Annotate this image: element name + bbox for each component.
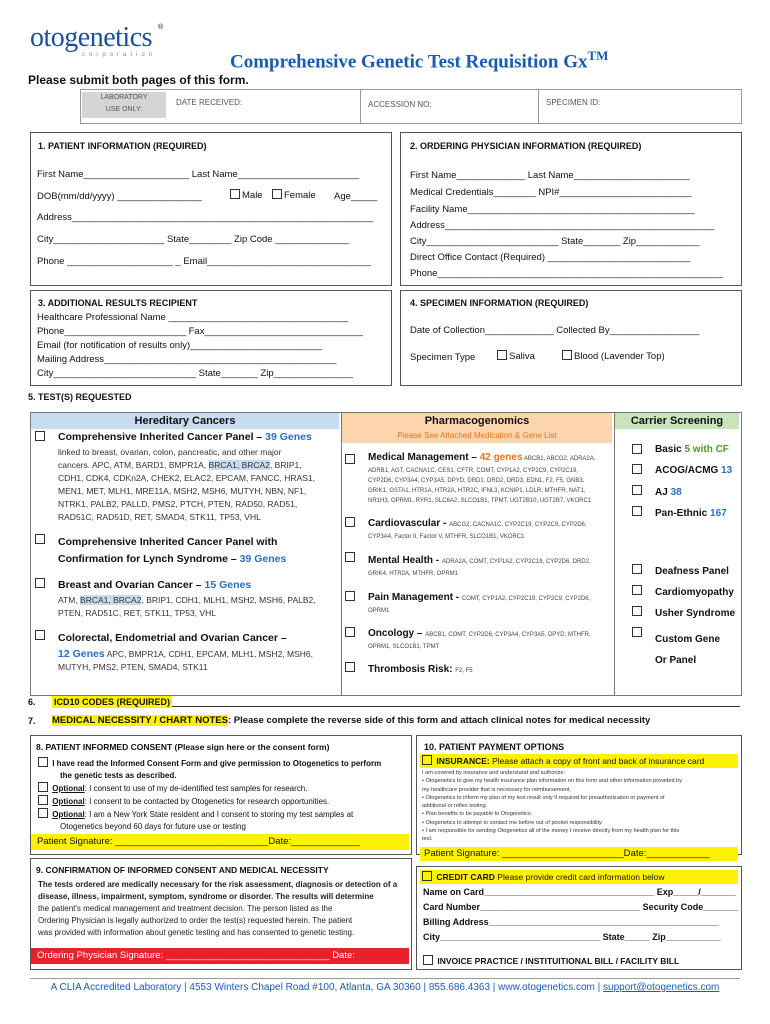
accession-field[interactable]: ACCESSION NO: — [368, 100, 432, 109]
recipient-phone-fax-field[interactable]: Phone_______________________ Fax______________________________ — [37, 326, 363, 337]
patient-consent-signature[interactable]: Patient Signature: _____________________________Date:_____________ — [31, 834, 409, 850]
pain-management-genes: OPRM1 — [368, 608, 390, 614]
insurance-option[interactable]: INSURANCE: Please attach a copy of front and back of insurance card — [420, 754, 738, 768]
patient-name-field[interactable]: First Name____________________ Last Name_______________________ — [37, 169, 360, 180]
oncology-genes: OPRM1, SLCO1B1, TPMT — [368, 644, 440, 650]
confirmation-title: 9. CONFIRMATION OF INFORMED CONSENT AND MEDICAL NECESSITY — [36, 865, 329, 875]
billing-address-field[interactable]: Billing Address______________________________________________ — [423, 917, 719, 927]
cardiomyopathy-label: Cardiomyopathy — [655, 587, 734, 598]
cardiovascular-label: Cardiovascular - ABCG2, CACNA1C, CYP2C19, CYP2C9, CYP2D6, — [368, 518, 587, 529]
blood-checkbox[interactable]: Blood (Lavender Top) — [562, 350, 665, 362]
otogenetics-logo: otogenetics — [30, 22, 153, 53]
lab-use-label: LABORATORY USE ONLY: — [82, 92, 166, 118]
card-number-field[interactable]: Card Number________________________________ Security Code_______ — [423, 902, 739, 912]
logo-subtitle: corporation — [82, 52, 157, 58]
acog-label: ACOG/ACMG 13 — [655, 465, 733, 476]
cardiovascular-checkbox[interactable] — [345, 517, 357, 529]
recipient-city-field[interactable]: City___________________________ State_______ Zip_______________ — [37, 368, 353, 379]
physician-phone-field[interactable]: Phone______________________________________________________ — [410, 268, 723, 279]
icd-codes-label: ICD10 CODES (REQUIRED) — [54, 697, 171, 707]
thrombosis-checkbox[interactable] — [345, 662, 357, 674]
mental-health-genes: GRIK4, HTR2A, MTHFR, OPRM1 — [368, 571, 459, 577]
physician-credentials-field[interactable]: Medical Credentials________ NPI#_________________________ — [410, 187, 692, 198]
patient-dob-field[interactable]: DOB(mm/dd/yyyy) ________________ — [37, 191, 202, 202]
deafness-checkbox[interactable] — [632, 564, 644, 576]
comprehensive-panel-checkbox[interactable] — [35, 431, 47, 443]
pain-management-label: Pain Management - COMT, CYP1A2, CYP2C19, CYP2C9, CYP2D6, — [368, 592, 591, 603]
payment-patient-signature[interactable]: Patient Signature: _______________________Date:____________ — [420, 847, 738, 861]
aj-checkbox[interactable] — [632, 485, 644, 497]
physician-city-field[interactable]: City_________________________ State_______ Zip____________ — [410, 236, 700, 247]
billing-city-field[interactable]: City________________________________ State_____ Zip___________ — [423, 932, 721, 942]
lynch-panel-checkbox[interactable] — [35, 534, 47, 546]
recipient-email-field[interactable]: Email (for notification of results only)_________________________ — [37, 340, 323, 351]
male-checkbox[interactable]: Male — [230, 189, 263, 201]
medical-management-genes: ADRB1, AGT, CACNA1C, CES1, CFTR, COMT, CYP1A2, CYP2C9, CYP2C19, CYP2D6, CYP3A4, CYP3A5, DPYD, DRD1, DRD2, DRD3, EDN1, F2, F5, GNB3, GRIK1, GSTA1, HTR1A, HTR2A, HTR2C, IFNL3, KCNIP1, LDLR, MTHFR, NAT1, NR1H3, OPRM1, RYR1, SLC6A2, SLCO1B1, TPMT, UGT2B10, UGT2B7, VKORC1 — [368, 468, 592, 504]
collection-date-field[interactable]: Date of Collection_____________ Collected By_________________ — [410, 325, 700, 336]
female-checkbox[interactable]: Female — [272, 189, 316, 201]
breast-ovarian-label: Breast and Ovarian Cancer – 15 Genes — [58, 579, 252, 591]
physician-name-field[interactable]: First Name_____________ Last Name______________________ — [410, 170, 690, 181]
pain-management-checkbox[interactable] — [345, 591, 357, 603]
registered-mark: ® — [158, 24, 164, 31]
necessity-number: 7. — [28, 716, 36, 726]
pharmacogenomics-subheading: Please See Attached Medication & Gene List — [397, 431, 557, 440]
cardiovascular-genes: CYP3A4, Factor II, Factor V, MTHFR, SLCO1B1, VKORC1 — [368, 534, 525, 540]
invoice-option[interactable]: INVOICE PRACTICE / INSTITUITIONAL BILL / FACILITY BILL — [423, 955, 679, 966]
contact-checkbox[interactable] — [38, 795, 48, 805]
consent-options: I have read the Informed Consent Form and give permission to Otogenetics to perform the genetic tests as described. Optional: I consent to use of my de-identified test samples for research. Optional: I consent to be contacted by Otogenetics for research opportunities. Optional: I am a New York State resident and I consent to storing my test samples at Otogenetics beyond 60 days for future use or testing — [38, 757, 381, 833]
patient-city-field[interactable]: City_____________________ State________ Zip Code ______________ — [37, 234, 350, 245]
patient-consent-title: 8. PATIENT INFORMED CONSENT (Please sign here or the consent form) — [36, 742, 330, 752]
submit-note: Please submit both pages of this form. — [28, 73, 249, 87]
icd-number: 6. — [28, 697, 36, 707]
name-on-card-field[interactable]: Name on Card__________________________________ Exp_____/_______ — [423, 887, 736, 897]
comprehensive-panel-genes: linked to breast, ovarian, colon, pancreatic, and other major cancers. APC, ATM, BARD1, BMPR1A, BRCA1, BRCA2, BRIP1, CDH1, CDK4, CDKn2A, CHEK2, ELAC2, EPCAM, FANCC, HRAS1, MEN1, MET, MLH1, MRE11A, MSH2, MSH6, MUTYH, NBN, NF1, NTRK1, PALB2, PALLD, PMS2, PTCH, PTEN, RAD50, RAD51, RAD51C, RAD51D, RET, SMAD4, STK11, TP53, VHL — [58, 447, 315, 522]
hcp-name-field[interactable]: Healthcare Professional Name __________________________________ — [37, 312, 349, 323]
colorectal-genes: 12 Genes APC, BMPR1A, CDH1, EPCAM, MLH1, MSH2, MSH6, MUTYH, PMS2, PTEN, SMAD4, STK11 — [58, 648, 314, 672]
basic-cf-checkbox[interactable] — [632, 444, 644, 456]
medical-management-label: Medical Management – 42 genes ABCB1, ABCG2, ADRA2A, — [368, 452, 596, 463]
colorectal-label: Colorectal, Endometrial and Ovarian Cancer – — [58, 632, 287, 644]
physician-info-title: 2. ORDERING PHYSICIAN INFORMATION (REQUIRED) — [410, 141, 642, 151]
aj-label: AJ 38 — [655, 487, 682, 498]
patient-address-field[interactable]: Address_________________________________________________________ — [37, 212, 374, 223]
pharmacogenomics-heading: Pharmacogenomics — [424, 415, 530, 427]
additional-recipient-title: 3. ADDITIONAL RESULTS RECIPIENT — [38, 298, 198, 308]
direct-contact-field[interactable]: Direct Office Contact (Required) ___________________________ — [410, 252, 691, 263]
carrier-screening-heading: Carrier Screening — [630, 415, 724, 427]
usher-checkbox[interactable] — [632, 606, 644, 618]
physician-address-field[interactable]: Address___________________________________________________ — [410, 220, 715, 231]
breast-ovarian-genes: ATM, BRCA1, BRCA2, BRIP1, CDH1, MLH1, MSH2, MSH6, PALB2, PTEN, RAD51C, RET, STK11, TP53, VHL — [58, 595, 316, 618]
oncology-checkbox[interactable] — [345, 627, 357, 639]
icd-codes-field[interactable] — [172, 706, 740, 707]
custom-gene-label: Custom Gene Or Panel — [655, 634, 721, 666]
pan-ethnic-label: Pan-Ethnic 167 — [655, 508, 727, 519]
specimen-info-title: 4. SPECIMEN INFORMATION (REQUIRED) — [410, 298, 589, 308]
trademark: TM — [587, 48, 609, 63]
tests-requested-title: 5. TEST(S) REQUESTED — [28, 392, 132, 402]
deafness-label: Deafness Panel — [655, 566, 729, 577]
medical-necessity-note: MEDICAL NECESSITY / CHART NOTES: Please complete the reverse side of this form and attach clinical notes for medical necessity — [52, 715, 651, 726]
credit-card-option[interactable]: CREDIT CARD Please provide credit card information below — [420, 870, 738, 884]
breast-ovarian-checkbox[interactable] — [35, 578, 47, 590]
mental-health-label: Mental Health - ADRA2A, COMT, CYP1A2, CYP2C19, CYP2D6, DRD2, — [368, 555, 591, 566]
colorectal-checkbox[interactable] — [35, 630, 47, 642]
confirmation-text: The tests ordered are medically necessary for the risk assessment, diagnosis or detection of a disease, illness, impairment, symptom, syndrome or disorder. The results will determine the patient's medical management and treatment decision. The person listed as the Ordering Physician is legally authorized to order the test(s) requested herein. The patient was provided with information about genetic testing and has consented to genetic testing. — [38, 880, 398, 937]
payment-options-title: 10. PATIENT PAYMENT OPTIONS — [424, 742, 565, 752]
mental-health-checkbox[interactable] — [345, 552, 357, 564]
comprehensive-panel-label: Comprehensive Inherited Cancer Panel – 39 Genes — [58, 431, 312, 443]
physician-signature[interactable]: Ordering Physician Signature: _______________________________ Date: ______________ — [31, 948, 409, 964]
patient-phone-email-field[interactable]: Phone ____________________ _ Email_______________________________ — [37, 256, 371, 267]
hereditary-cancers-heading: Hereditary Cancers — [134, 415, 236, 427]
specimen-type-label: Specimen Type — [410, 352, 476, 363]
medical-management-checkbox[interactable] — [345, 454, 357, 466]
patient-info-title: 1. PATIENT INFORMATION (REQUIRED) — [38, 141, 207, 151]
mailing-address-field[interactable]: Mailing Address____________________________________________ — [37, 354, 337, 365]
specimen-id-field[interactable]: SPECIMEN ID: — [546, 98, 601, 107]
custom-gene-checkbox[interactable] — [632, 627, 644, 639]
thrombosis-label: Thrombosis Risk: F2, F5 — [368, 664, 473, 675]
footer: A CLIA Accredited Laboratory | 4553 Winters Chapel Road #100, Atlanta, GA 30360 | 855.686.4363 | www.otogenetics.com | support@otogenetics.com — [30, 978, 740, 999]
saliva-checkbox[interactable]: Saliva — [497, 350, 535, 362]
lynch-panel-label: Comprehensive Inherited Cancer Panel with Confirmation for Lynch Syndrome – 39 Genes — [58, 536, 287, 565]
facility-name-field[interactable]: Facility Name___________________________________________ — [410, 204, 695, 215]
age-field[interactable]: Age_____ — [334, 191, 378, 202]
pan-ethnic-checkbox[interactable] — [632, 506, 644, 518]
page-title: Comprehensive Genetic Test Requisition Gx™ — [230, 48, 609, 73]
date-received-field[interactable]: DATE RECEIVED: — [176, 98, 243, 107]
basic-cf-label: Basic 5 with CF — [655, 444, 729, 455]
consent-checkbox[interactable] — [38, 757, 48, 767]
oncology-label: Oncology – ABCB1, COMT, CYP2D6, CYP3A4, CYP3A5, DPYD, MTHFR, — [368, 628, 591, 639]
insurance-authorization-text: I am covered by insurance and understand and authorize: • Otogenetics to give my health insurance plan information on this form and other information provided by my healthcare provider that is necessary for reimbursement. • Otogenetics to inform my plan of my test result only if required for preauthorization or payment of additional or reflex testing. • Plan benefits to be payable to Otogenetics. • Otogenetics to attempt to contact me before out of pocket responsibility. • I am responsible for sending Otogenetics all of the money I receive directly from my health plan for this test. — [422, 770, 683, 843]
acog-checkbox[interactable] — [632, 464, 644, 476]
usher-label: Usher Syndrome — [655, 608, 736, 619]
ny-storage-checkbox[interactable] — [38, 808, 48, 818]
research-use-checkbox[interactable] — [38, 782, 48, 792]
cardiomyopathy-checkbox[interactable] — [632, 585, 644, 597]
support-email-link[interactable]: support@otogenetics.com — [603, 982, 720, 993]
